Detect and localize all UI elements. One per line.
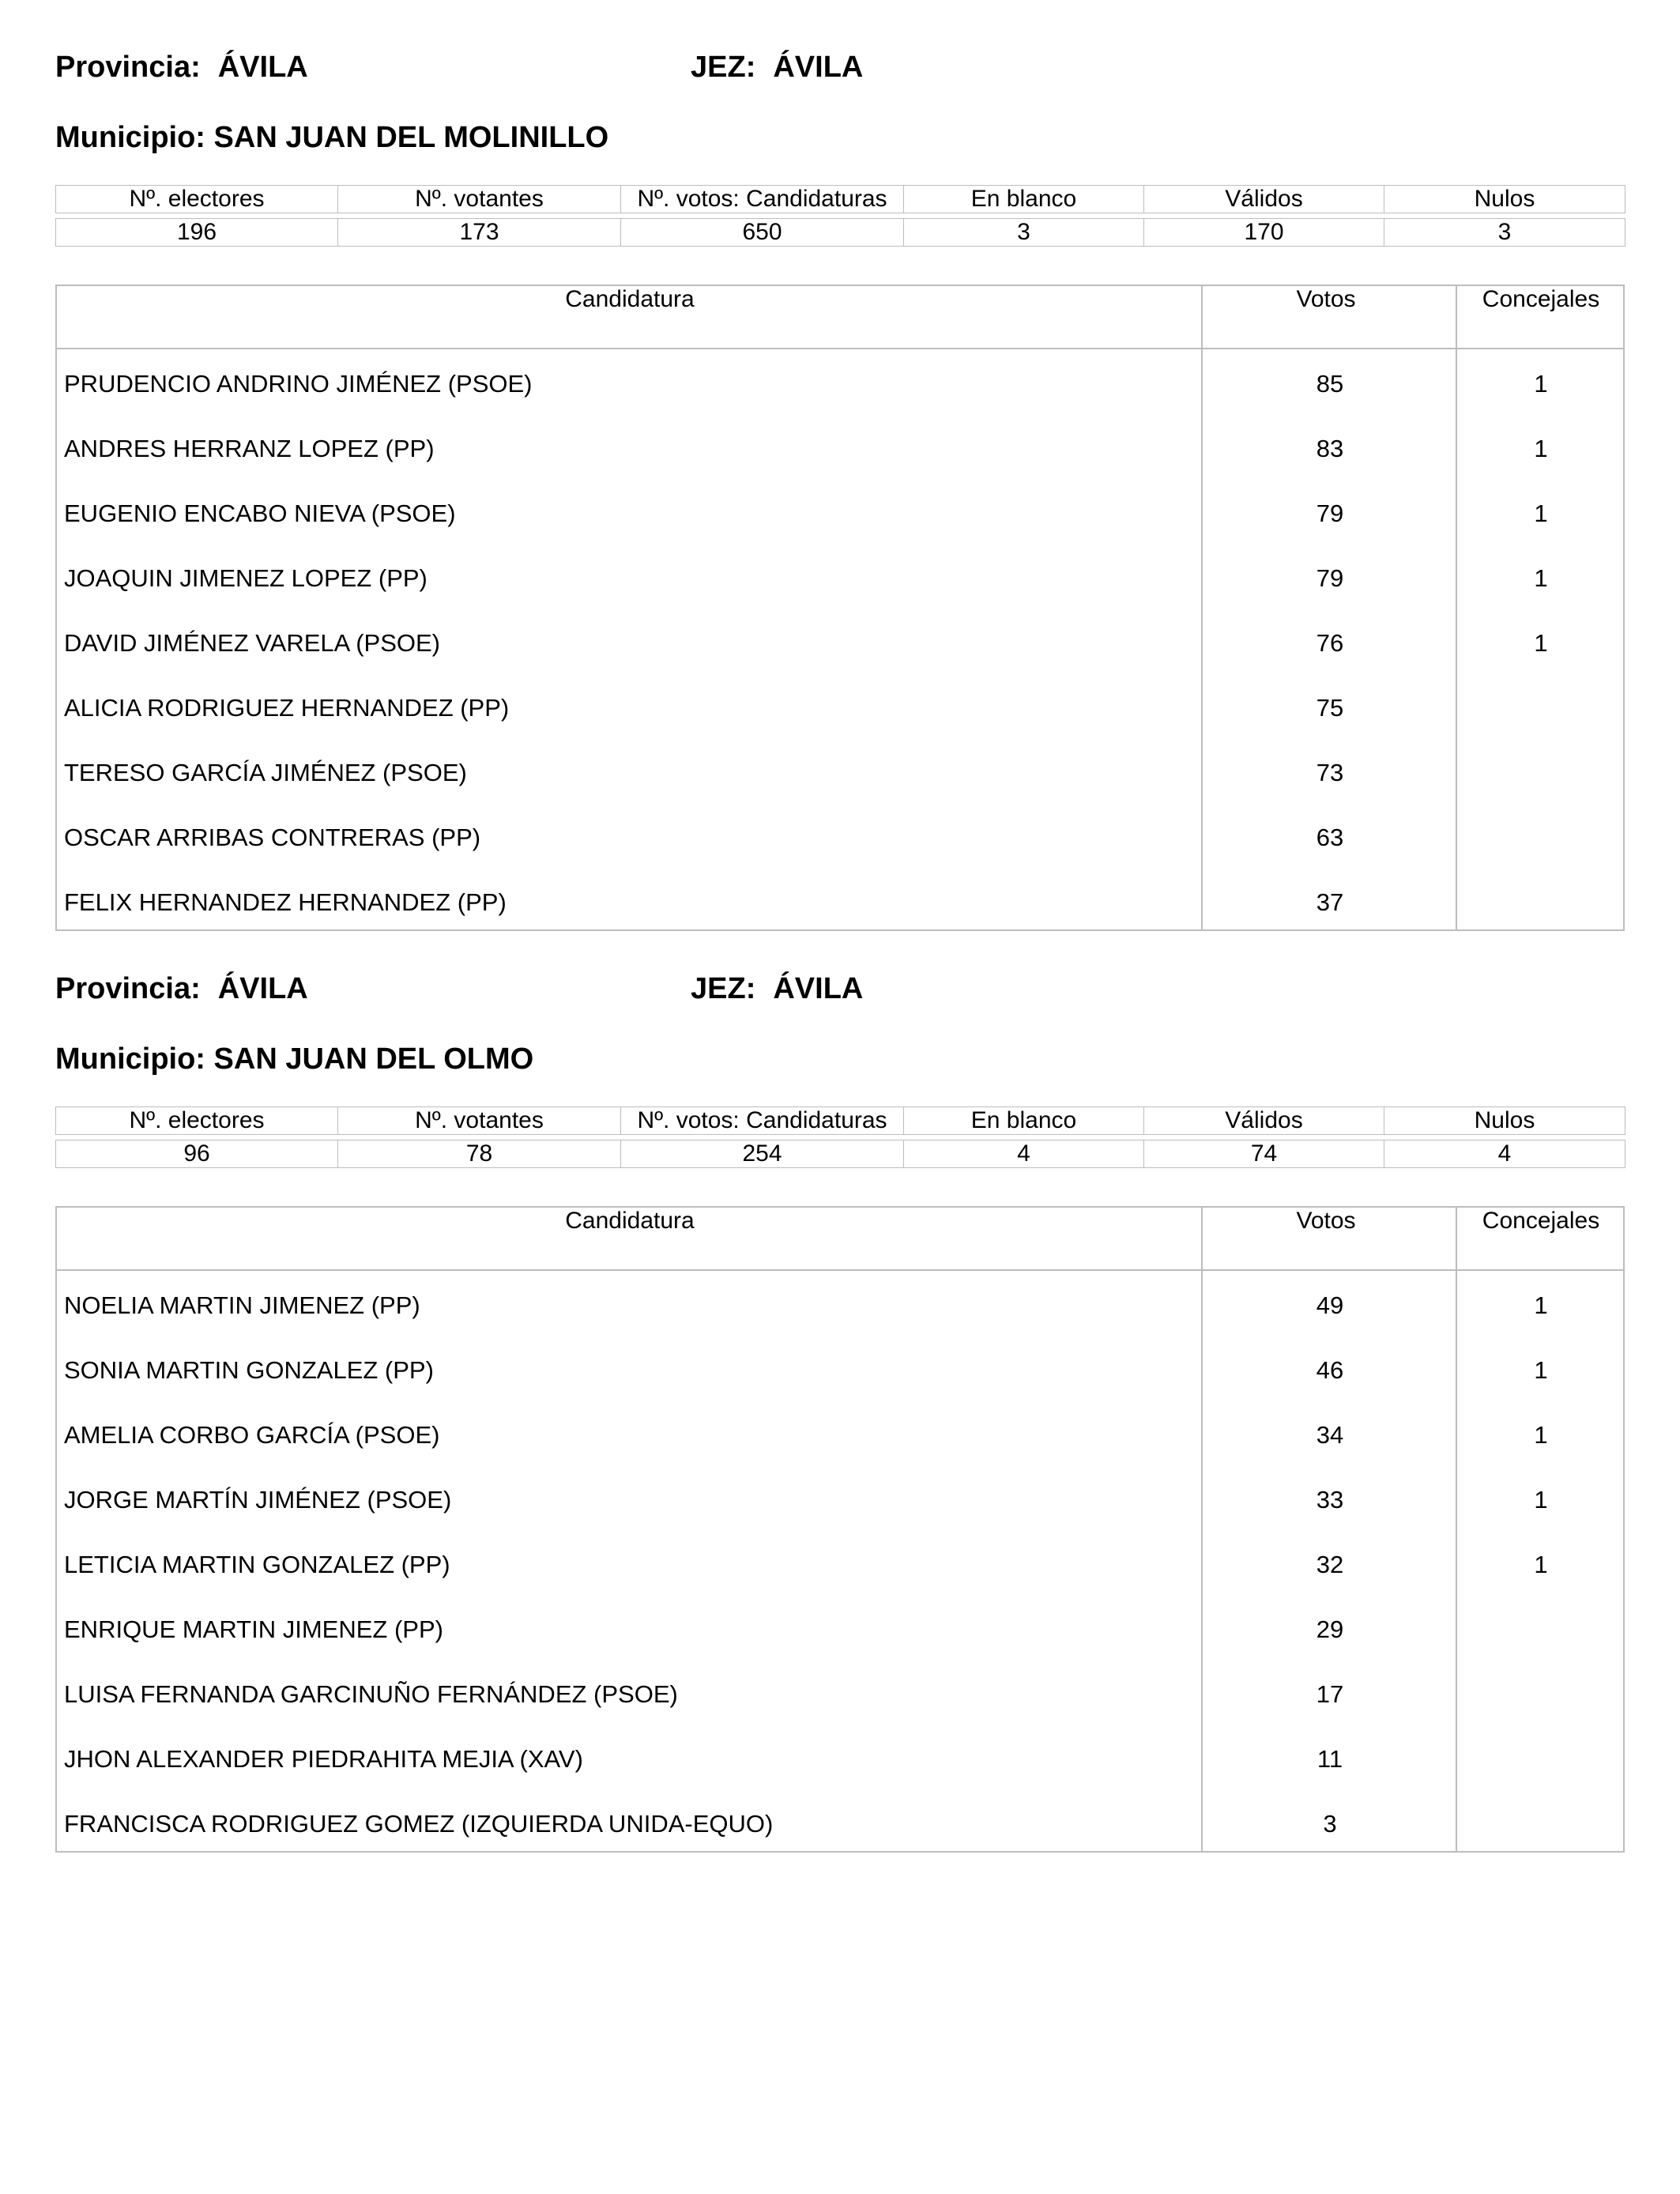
jez-label: JEZ: [691, 51, 756, 84]
provincia-label: Provincia: [55, 972, 201, 1005]
summary-header-validos: Válidos [1144, 186, 1384, 213]
candidate-concejales: 1 [1534, 435, 1548, 462]
municipio-label: Municipio: [55, 1042, 205, 1076]
summary-table [55, 1106, 1625, 1168]
jez-value: ÁVILA [773, 51, 864, 84]
summary-value-nulos: 4 [1384, 1140, 1625, 1168]
summary-value-en-blanco: 4 [904, 1140, 1144, 1168]
candidate-name: DAVID JIMÉNEZ VARELA (PSOE) [64, 629, 441, 657]
candidates-table [55, 285, 1625, 931]
candidate-votes: 17 [1316, 1680, 1344, 1708]
provincia-label: Provincia: [55, 51, 201, 84]
jez-header [691, 972, 863, 1006]
summary-value-row [56, 1140, 1625, 1168]
header-candidatura: Candidatura [565, 1208, 695, 1234]
candidate-votes: 29 [1316, 1615, 1344, 1643]
summary-header-en-blanco: En blanco [904, 186, 1144, 213]
candidate-votes: 83 [1316, 435, 1344, 462]
candidate-name: ALICIA RODRIGUEZ HERNANDEZ (PP) [64, 694, 510, 722]
summary-value-electores: 196 [56, 219, 338, 247]
candidate-concejales: 1 [1534, 1421, 1548, 1449]
candidate-name: NOELIA MARTIN JIMENEZ (PP) [64, 1291, 420, 1319]
candidate-name: SONIA MARTIN GONZALEZ (PP) [64, 1356, 434, 1384]
candidate-concejales: 1 [1534, 564, 1548, 592]
candidate-concejales: 1 [1534, 629, 1548, 657]
candidate-name: LUISA FERNANDA GARCINUÑO FERNÁNDEZ (PSOE) [64, 1680, 678, 1708]
candidate-row [57, 349, 1623, 414]
candidates-table [55, 1206, 1625, 1853]
summary-header-votantes: Nº. votantes [338, 186, 621, 213]
summary-header-votantes: Nº. votantes [338, 1107, 621, 1135]
candidate-votes: 79 [1316, 564, 1344, 592]
candidate-row [57, 544, 1623, 609]
candidate-name: FELIX HERNANDEZ HERNANDEZ (PP) [64, 888, 507, 916]
provincia-value: ÁVILA [217, 51, 308, 84]
candidate-row [57, 1725, 1623, 1789]
candidate-row [57, 738, 1623, 803]
candidates-body [57, 349, 1623, 929]
candidate-votes: 49 [1316, 1291, 1344, 1319]
candidate-name: JHON ALEXANDER PIEDRAHITA MEJIA (XAV) [64, 1745, 583, 1773]
candidate-name: TERESO GARCÍA JIMÉNEZ (PSOE) [64, 759, 467, 786]
candidates-header [57, 286, 1623, 349]
candidate-votes: 33 [1316, 1486, 1344, 1514]
candidate-row [57, 673, 1623, 738]
candidate-votes: 85 [1316, 370, 1344, 398]
provincia-value: ÁVILA [217, 972, 308, 1005]
summary-header-nulos: Nulos [1384, 1107, 1625, 1135]
candidate-concejales: 1 [1534, 370, 1548, 398]
candidate-row [57, 1660, 1623, 1725]
candidate-name: ENRIQUE MARTIN JIMENEZ (PP) [64, 1615, 443, 1643]
candidate-row [57, 803, 1623, 868]
candidate-name: OSCAR ARRIBAS CONTRERAS (PP) [64, 824, 481, 851]
jez-label: JEZ: [691, 972, 756, 1005]
summary-header-nulos: Nulos [1384, 186, 1625, 213]
summary-header-row [56, 186, 1625, 213]
candidate-votes: 73 [1316, 759, 1344, 786]
summary-value-electores: 96 [56, 1140, 338, 1168]
summary-header-en-blanco: En blanco [904, 1107, 1144, 1135]
candidate-row [57, 1530, 1623, 1595]
candidate-row [57, 609, 1623, 673]
municipio-value: SAN JUAN DEL MOLINILLO [213, 121, 609, 154]
candidate-concejales: 1 [1534, 1486, 1548, 1514]
header-votos: Votos [1296, 1208, 1356, 1234]
candidate-concejales: 1 [1534, 1356, 1548, 1384]
summary-header-validos: Válidos [1144, 1107, 1384, 1135]
candidate-row [57, 1465, 1623, 1530]
municipio-value: SAN JUAN DEL OLMO [213, 1042, 534, 1076]
candidate-votes: 75 [1316, 694, 1344, 722]
summary-value-votantes: 78 [338, 1140, 621, 1168]
candidate-name: AMELIA CORBO GARCÍA (PSOE) [64, 1421, 440, 1449]
candidate-row [57, 868, 1623, 933]
summary-value-validos: 74 [1144, 1140, 1384, 1168]
candidate-row [57, 1336, 1623, 1400]
municipio-header [55, 121, 608, 155]
candidate-votes: 32 [1316, 1551, 1344, 1578]
header-votos: Votos [1296, 286, 1356, 312]
jez-value: ÁVILA [773, 972, 864, 1005]
candidate-votes: 37 [1316, 888, 1344, 916]
candidate-votes: 63 [1316, 824, 1344, 851]
provincia-header [55, 51, 308, 85]
candidate-name: LETICIA MARTIN GONZALEZ (PP) [64, 1551, 450, 1578]
summary-header-electores: Nº. electores [56, 186, 338, 213]
candidate-concejales: 1 [1534, 1551, 1548, 1578]
candidate-votes: 46 [1316, 1356, 1344, 1384]
candidate-row [57, 479, 1623, 544]
candidate-name: PRUDENCIO ANDRINO JIMÉNEZ (PSOE) [64, 370, 533, 398]
summary-value-en-blanco: 3 [904, 219, 1144, 247]
candidate-name: EUGENIO ENCABO NIEVA (PSOE) [64, 499, 456, 527]
candidate-row [57, 1400, 1623, 1465]
candidate-row [57, 1595, 1623, 1660]
candidate-row [57, 414, 1623, 479]
candidates-header [57, 1208, 1623, 1271]
header-concejales: Concejales [1482, 1208, 1600, 1234]
summary-value-votos-candidaturas: 254 [621, 1140, 904, 1168]
municipio-header [55, 1042, 533, 1076]
municipio-label: Municipio: [55, 121, 205, 154]
candidate-name: JOAQUIN JIMENEZ LOPEZ (PP) [64, 564, 428, 592]
summary-header-electores: Nº. electores [56, 1107, 338, 1135]
candidate-concejales: 1 [1534, 1291, 1548, 1319]
jez-header [691, 51, 863, 85]
candidate-row [57, 1789, 1623, 1854]
candidate-votes: 76 [1316, 629, 1344, 657]
summary-value-nulos: 3 [1384, 219, 1625, 247]
provincia-header [55, 972, 308, 1006]
summary-value-row [56, 219, 1625, 247]
summary-table [55, 185, 1625, 247]
summary-header-votos-candidaturas: Nº. votos: Candidaturas [621, 186, 904, 213]
summary-value-votos-candidaturas: 650 [621, 219, 904, 247]
candidate-name: ANDRES HERRANZ LOPEZ (PP) [64, 435, 435, 462]
candidate-row [57, 1271, 1623, 1336]
summary-header-votos-candidaturas: Nº. votos: Candidaturas [621, 1107, 904, 1135]
summary-value-validos: 170 [1144, 219, 1384, 247]
header-concejales: Concejales [1482, 286, 1600, 312]
candidate-name: FRANCISCA RODRIGUEZ GOMEZ (IZQUIERDA UNIDA-EQUO) [64, 1810, 774, 1838]
header-candidatura: Candidatura [565, 286, 695, 312]
candidate-concejales: 1 [1534, 499, 1548, 527]
summary-value-votantes: 173 [338, 219, 621, 247]
candidate-votes: 3 [1323, 1810, 1337, 1838]
candidate-name: JORGE MARTÍN JIMÉNEZ (PSOE) [64, 1486, 452, 1514]
candidate-votes: 79 [1316, 499, 1344, 527]
candidate-votes: 34 [1316, 1421, 1344, 1449]
candidate-votes: 11 [1317, 1745, 1343, 1773]
candidates-body [57, 1271, 1623, 1851]
summary-header-row [56, 1107, 1625, 1135]
